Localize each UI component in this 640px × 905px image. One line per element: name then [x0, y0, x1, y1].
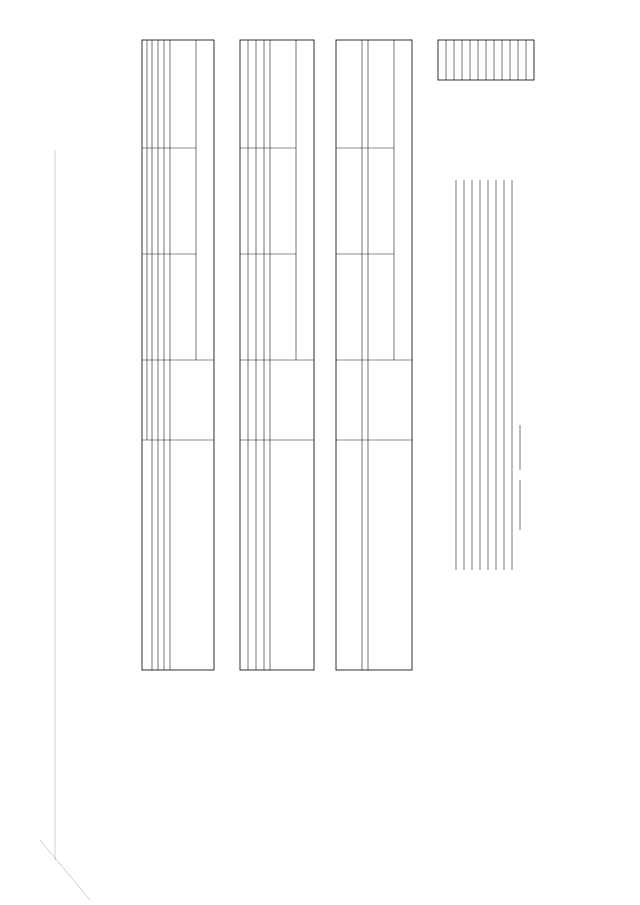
- codes-box: [438, 40, 534, 80]
- form-content: [142, 40, 534, 670]
- scan-shadow-line: [40, 840, 90, 900]
- section-1-1: [240, 40, 314, 670]
- section-2-table: [142, 40, 214, 670]
- requisites-block: [456, 180, 512, 570]
- section-2: [142, 40, 214, 670]
- section-1-1-table: [240, 40, 314, 670]
- section-1-table: [336, 40, 412, 670]
- section-1: [336, 40, 412, 670]
